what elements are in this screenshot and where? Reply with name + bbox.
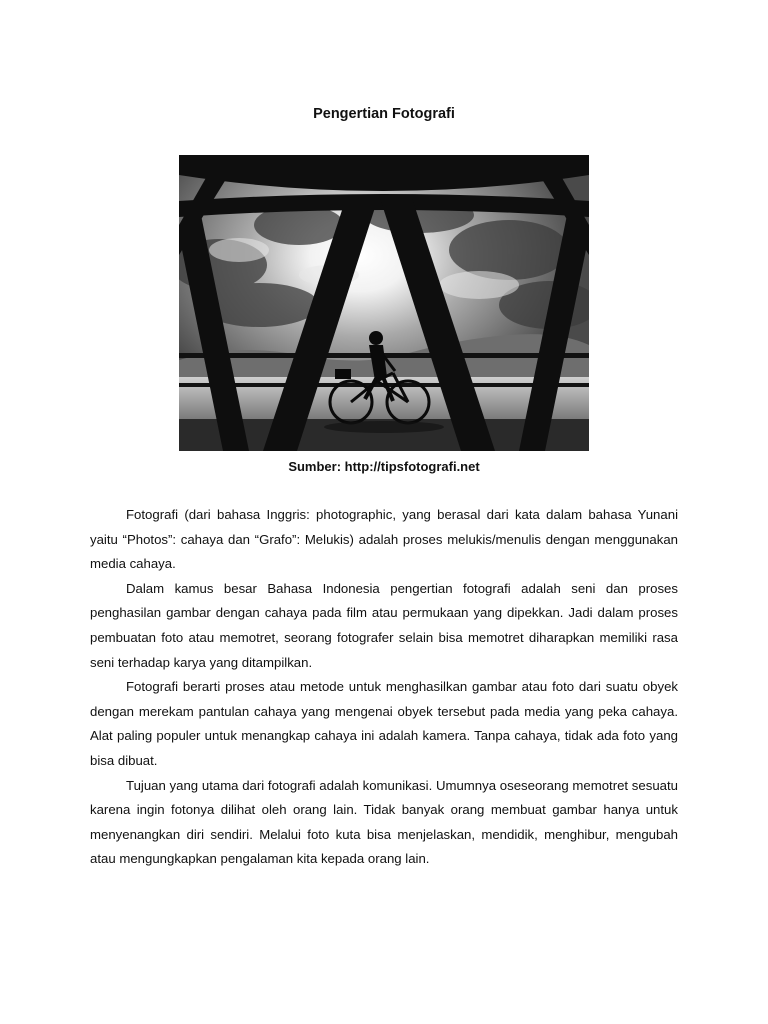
body-text [90,503,678,872]
cyclist-bridge-photo [179,155,589,451]
document-title: Pengertian Fotografi [313,106,455,122]
paragraph: Fotografi (dari bahasa Inggris: photographic, yang berasal dari kata dalam bahasa Yunani yaitu “Photos”: cahaya dan “Grafo”: Melukis) adalah proses melukis/menulis dengan menggunakan media cahaya. [90,507,678,572]
paragraph: Dalam kamus besar Bahasa Indonesia pengertian fotografi adalah seni dan proses penghasilan gambar dengan cahaya pada film atau permukaan yang dipekkan. Jadi dalam proses pembuatan foto atau memotret, seorang fotografer selain bisa memotret diharapkan memiliki rasa seni terhadap karya yang ditampilkan. [90,580,678,670]
image-caption: Sumber: http://tipsfotografi.net [288,459,480,474]
paragraph: Tujuan yang utama dari fotografi adalah komunikasi. Umumnya oseseorang memotret sesuatu karena ingin fotonya dilihat oleh orang lain. Tidak banyak orang membuat gambar hanya untuk menyenangkan diri sendiri. Melalui foto kuta bisa menjelaskan, mendidik, menghibur, mengubah atau mengungkapkan pengalaman kita kepada orang lain. [90,777,678,867]
paragraph: Fotografi berarti proses atau metode untuk menghasilkan gambar atau foto dari suatu obyek dengan merekam pantulan cahaya yang mengenai obyek tersebut pada media yang peka cahaya. Alat paling populer untuk menangkap cahaya ini adalah kamera. Tanpa cahaya, tidak ada foto yang bisa dibuat. [90,679,678,768]
